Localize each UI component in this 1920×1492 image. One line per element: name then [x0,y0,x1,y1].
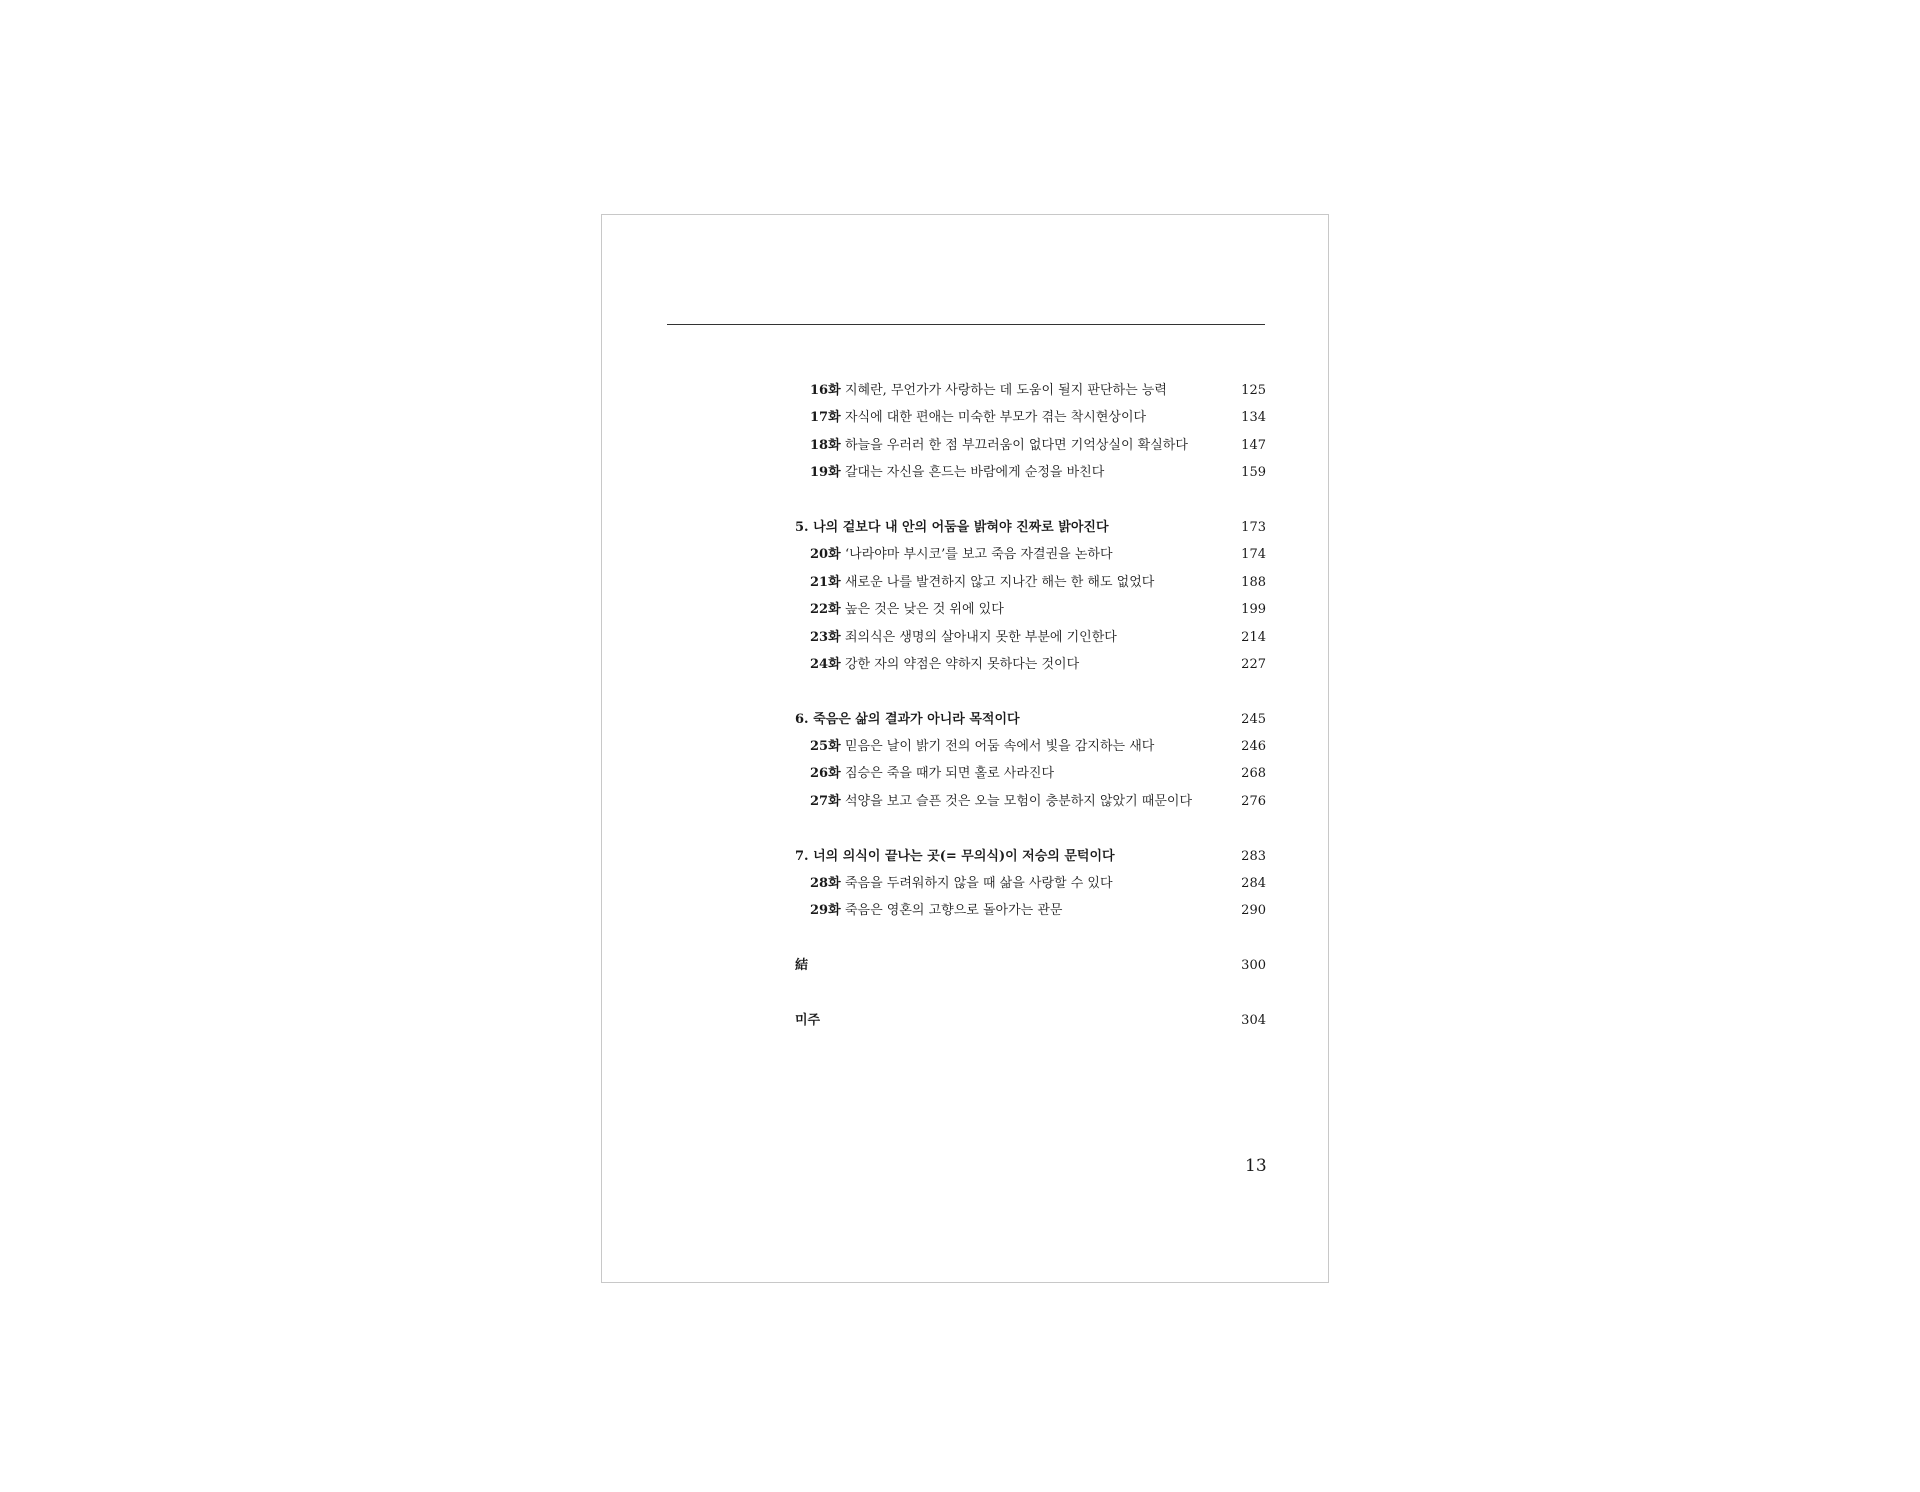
page-ref: 284 [1241,876,1266,892]
page-ref: 268 [1241,766,1266,782]
episode-number: 26화 [810,766,841,782]
page-ref: 246 [1241,739,1266,755]
toc-entry [795,404,1266,431]
episode-title: 강한 자의 약점은 약하지 못하다는 것이다 [845,656,1080,672]
episode-number: 21화 [810,574,841,590]
page-number: 13 [1245,1156,1267,1176]
section-title: 結 [795,958,809,974]
episode-title: 짐승은 죽을 때가 되면 홀로 사라진다 [845,766,1055,782]
toc-entry [795,596,1266,623]
episode-number: 29화 [810,903,841,919]
table-of-contents [795,377,1266,1034]
episode-number: 24화 [810,656,841,672]
page-ref: 159 [1241,465,1266,481]
toc-entry [795,897,1266,924]
toc-entry [795,569,1266,596]
page-ref: 227 [1241,656,1266,672]
toc-section-heading [795,1007,1266,1034]
toc-section-heading [795,843,1266,870]
page-ref: 304 [1241,1012,1266,1028]
toc-entry [795,459,1266,486]
episode-number: 27화 [810,793,841,809]
toc-section-heading [795,952,1266,979]
episode-title: 하늘을 우러러 한 점 부끄러움이 없다면 기억상실이 확실하다 [845,437,1188,453]
page-ref: 300 [1241,958,1266,974]
episode-title: 죽음을 두려워하지 않을 때 삶을 사랑할 수 있다 [845,876,1113,892]
page-ref: 199 [1241,602,1266,618]
toc-entry [795,541,1266,568]
toc-entry [795,760,1266,787]
page-ref: 173 [1241,519,1266,535]
toc-entry [795,624,1266,651]
toc-entry [795,733,1266,760]
episode-title: 죄의식은 생명의 살아내지 못한 부분에 기인한다 [845,629,1117,645]
toc-section-heading [795,514,1266,541]
episode-title: 죽음은 영혼의 고향으로 돌아가는 관문 [845,903,1063,919]
episode-number: 20화 [810,547,841,563]
section-title: 6. 죽음은 삶의 결과가 아니라 목적이다 [795,711,1020,727]
page-ref: 276 [1241,793,1266,809]
episode-number: 19화 [810,465,841,481]
episode-number: 23화 [810,629,841,645]
book-page [601,214,1329,1283]
episode-title: 높은 것은 낮은 것 위에 있다 [845,602,1004,618]
episode-title: 갈대는 자신을 흔드는 바람에게 순정을 바친다 [845,465,1105,481]
episode-title: 새로운 나를 발견하지 않고 지나간 해는 한 해도 없었다 [845,574,1155,590]
section-title: 미주 [795,1012,821,1028]
header-rule [667,324,1265,325]
episode-title: 믿음은 날이 밝기 전의 어둠 속에서 빛을 감지하는 새다 [845,739,1155,755]
page-ref: 245 [1241,711,1266,727]
episode-number: 28화 [810,876,841,892]
episode-number: 17화 [810,410,841,426]
toc-entry [795,377,1266,404]
toc-section-heading [795,706,1266,733]
episode-number: 18화 [810,437,841,453]
page-ref: 290 [1241,903,1266,919]
episode-number: 22화 [810,602,841,618]
section-title: 7. 너의 의식이 끝나는 곳(= 무의식)이 저승의 문턱이다 [795,848,1115,864]
episode-title: 자식에 대한 편애는 미숙한 부모가 겪는 착시현상이다 [845,410,1147,426]
page-ref: 134 [1241,410,1266,426]
page-ref: 125 [1241,383,1266,398]
episode-number: 16화 [810,383,841,398]
section-title: 5. 나의 겉보다 내 안의 어둠을 밝혀야 진짜로 밝아진다 [795,519,1109,535]
episode-title: ‘나라야마 부시코’를 보고 죽음 자결권을 논하다 [845,547,1113,563]
episode-number: 25화 [810,739,841,755]
episode-title: 지혜란, 무언가가 사랑하는 데 도움이 될지 판단하는 능력 [845,383,1167,398]
page-ref: 214 [1241,629,1266,645]
episode-title: 석양을 보고 슬픈 것은 오늘 모험이 충분하지 않았기 때문이다 [845,793,1193,809]
toc-entry [795,788,1266,815]
page-ref: 283 [1241,848,1266,864]
toc-entry [795,432,1266,459]
page-ref: 147 [1241,437,1266,453]
toc-entry [795,870,1266,897]
page-ref: 188 [1241,574,1266,590]
toc-entry [795,651,1266,678]
page-ref: 174 [1241,547,1266,563]
